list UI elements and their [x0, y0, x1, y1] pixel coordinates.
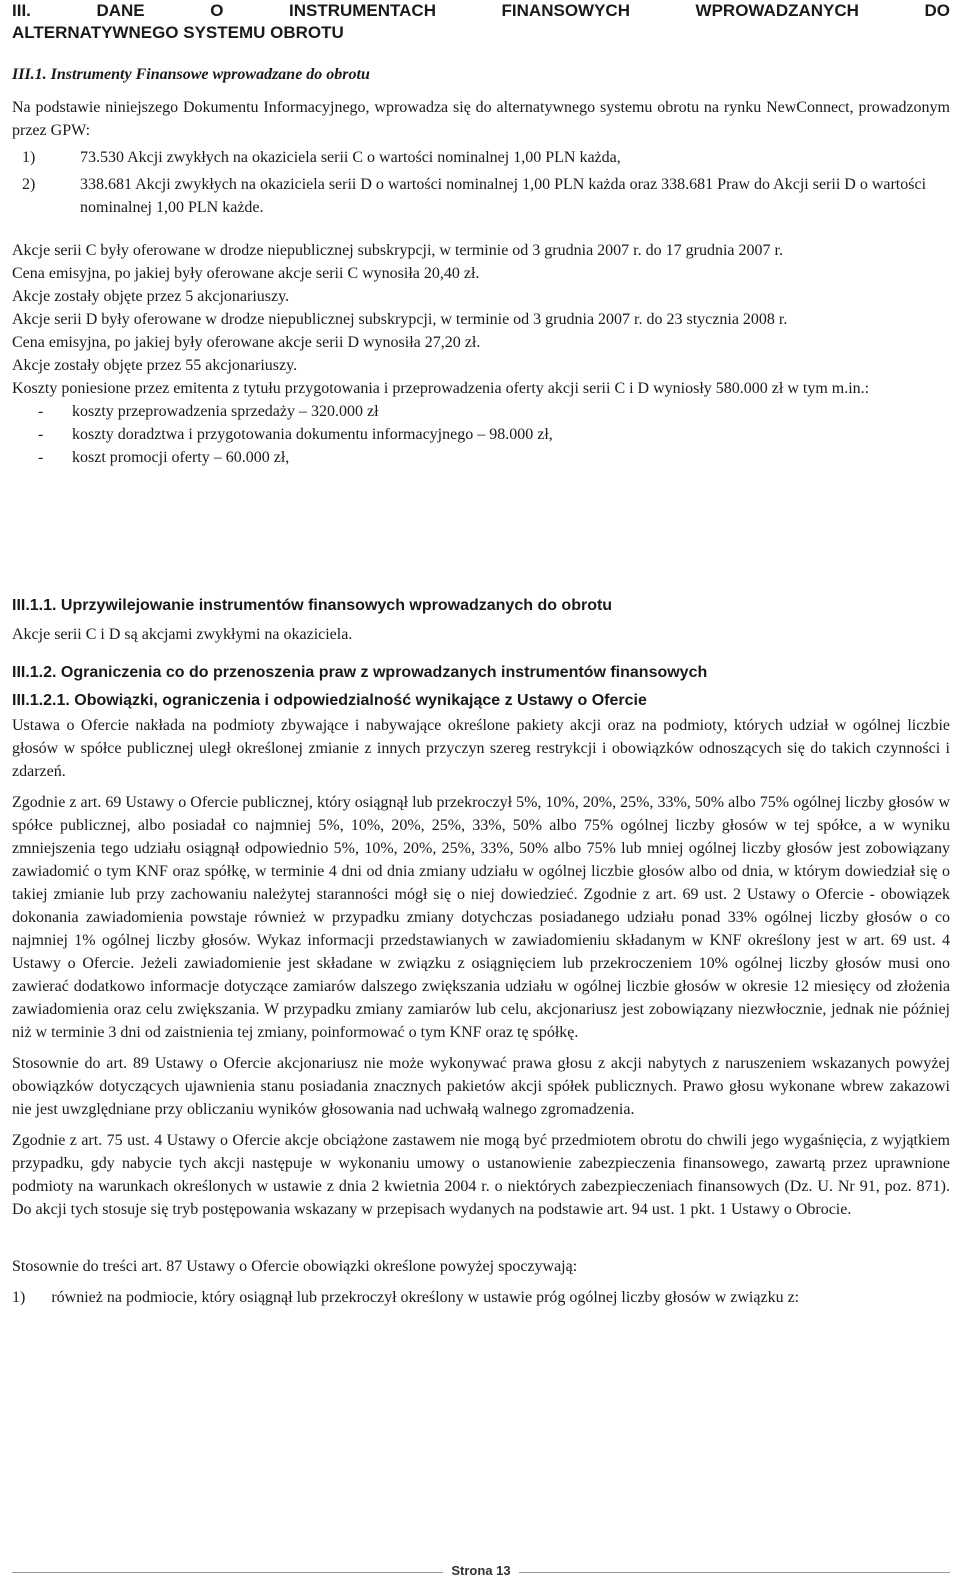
- paragraph: Akcje serii D były oferowane w drodze niepublicznej subskrypcji, w terminie od 3 grudnia 2007 r. do 23 stycznia 2008 r.: [12, 311, 788, 328]
- paragraph: Cena emisyjna, po jakiej były oferowane akcje serii C wynosiła 20,40 zł.: [12, 265, 480, 282]
- list-item: 1) również na podmiocie, który osiągnął lub przekroczył określony w ustawie próg ogólnej liczby głosów w związku z:: [12, 1289, 800, 1306]
- list-item: - koszty doradztwa i przygotowania dokumentu informacyjnego – 98.000 zł,: [38, 426, 553, 443]
- subsection-title-iii-1-2: III.1.2. Ograniczenia co do przenoszenia praw z wprowadzanych instrumentów finansowych: [12, 664, 708, 681]
- paragraph: Zgodnie z art. 69 Ustawy o Ofercie publicznej, który osiągnął lub przekroczył 5%, 10%, 20%, 25%, 33%, 50% albo 75% ogólnej liczby głosów w spółce publicznej, albo posiadał co najmniej 5%, 10%, 20%, 25%, 33%, 50% albo 75% ogólnej liczby głosów w tej spółce, a w wyniku zmniejszenia tego udziału osiągnął odpowiednio 5%, 10%, 20%, 25%, 33%, 50% albo 75% lub mniej ogólnej liczby głosów jest zobowiązany zawiadomić o tym KNF oraz spółkę, w terminie 4 dni od dnia zmiany udziału w ogólnej liczbie głosów albo od dnia, w którym dowiedział się o takiej zmianie lub przy zachowaniu należytej staranności mógł się o niej dowiedzieć. Zgodnie z art. 69 ust. 2 Ustawy o Ofercie - obowiązek dokonania zawiadomienia powstaje również w przypadku zmiany dotychczas posiadanego udziału ponad 33% ogólnej liczby głosów o co najmniej 1% ogólnej liczby głosów. Wykaz informacji przedstawianych w zawiadomieniu składanym w KNF określony jest w art. 69 ust. 4 Ustawy o Ofercie. Jeżeli zawiadomienie jest składane w związku z osiągnięciem lub przekroczeniem 10% ogólnej liczby głosów musi ono zawierać dodatkowo informacje dotyczące zamiarów dalszego zwiększania udziału w ogólnej liczbie głosów w okresie 12 miesięcy od złożenia zawiadomienia oraz celu zwiększania. W przypadku zmiany zamiarów lub celu, akcjonariusz jest zobowiązany niezwłocznie, jednak nie później niż w terminie 3 dni od zaistnienia tej zmiany, poinformować o tym KNF oraz tę spółkę.: [12, 794, 950, 1041]
- costs-list: [12, 400, 950, 469]
- section-heading-line2: ALTERNATYWNEGO SYSTEMU OBROTU: [12, 23, 344, 42]
- instruments-list: [12, 146, 950, 219]
- subsection-title-iii-1: III.1. Instrumenty Finansowe wprowadzane do obrotu: [12, 66, 370, 83]
- list-item: - koszt promocji oferty – 60.000 zł,: [38, 449, 290, 466]
- paragraph: Akcje zostały objęte przez 5 akcjonariuszy.: [12, 288, 290, 305]
- obligations-list: [12, 1286, 950, 1309]
- paragraph: Akcje serii C i D są akcjami zwykłymi na okaziciela.: [12, 626, 353, 643]
- intro-paragraph: Na podstawie niniejszego Dokumentu Informacyjnego, wprowadza się do alternatywnego systemu obrotu na rynku NewConnect, prowadzonym przez GPW:: [12, 99, 950, 139]
- list-item: 1) 73.530 Akcji zwykłych na okaziciela serii C o wartości nominalnej 1,00 PLN każda,: [22, 149, 621, 166]
- page-number: Strona 13: [443, 1563, 518, 1578]
- paragraph: Zgodnie z art. 75 ust. 4 Ustawy o Ofercie akcje obciążone zastawem nie mogą być przedmiotem obrotu do chwili jego wygaśnięcia, z wyjątkiem przypadku, gdy nabycie tych akcji następuje w wykonaniu umowy o ustanowienie zabezpieczenia finansowego, zawartą przez uprawnione podmioty na warunkach określonych w ustawie z dnia 2 kwietnia 2004 r. o niektórych zabezpieczeniach finansowych (Dz. U. Nr 91, poz. 871). Do akcji tych stosuje się tryb postępowania wskazany w przepisach wydanych na podstawie art. 94 ust. 1 pkt. 1 Ustawy o Obrocie.: [12, 1132, 950, 1218]
- document-page: [12, 0, 950, 1309]
- paragraph: Stosownie do art. 89 Ustawy o Ofercie akcjonariusz nie może wykonywać prawa głosu z akcji nabytych z naruszeniem wskazanych powyżej obowiązków dotyczących ujawnienia stanu posiadania znacznych pakietów akcji spółek publicznych. Prawo głosu wykonane wbrew zakazowi nie jest uwzględniane przy obliczaniu wyników głosowania nad uchwałą walnego zgromadzenia.: [12, 1055, 950, 1118]
- paragraph: Koszty poniesione przez emitenta z tytułu przygotowania i przeprowadzenia oferty akcji serii C i D wyniosły 580.000 zł w tym m.in.:: [12, 380, 870, 397]
- section-heading-line1: III. DANE O INSTRUMENTACH FINANSOWYCH WPROWADZANYCH DO: [12, 1, 950, 20]
- paragraph: Ustawa o Ofercie nakłada na podmioty zbywające i nabywające określone pakiety akcji oraz na podmioty, których udział w ogólnej liczbie głosów w spółce publicznej uległ określonej zmianie z innych przyczyn szereg restrykcji i obowiązków odnoszących się do takich czynności i zdarzeń.: [12, 717, 950, 780]
- paragraph: Cena emisyjna, po jakiej były oferowane akcje serii D wynosiła 27,20 zł.: [12, 334, 481, 351]
- list-item: 2) 338.681 Akcji zwykłych na okaziciela serii D o wartości nominalnej 1,00 PLN każda oraz 338.681 Praw do Akcji serii D o wartości nominalnej 1,00 PLN każde.: [22, 176, 927, 216]
- subsection-title-iii-1-1: III.1.1. Uprzywilejowanie instrumentów finansowych wprowadzanych do obrotu: [12, 597, 613, 614]
- paragraph: Akcje serii C były oferowane w drodze niepublicznej subskrypcji, w terminie od 3 grudnia 2007 r. do 17 grudnia 2007 r.: [12, 242, 783, 259]
- subsection-title-iii-1-2-1: III.1.2.1. Obowiązki, ograniczenia i odpowiedzialność wynikające z Ustawy o Ofercie: [12, 692, 647, 709]
- paragraph: Stosownie do treści art. 87 Ustawy o Ofercie obowiązki określone powyżej spoczywają:: [12, 1258, 578, 1275]
- list-item: - koszty przeprowadzenia sprzedaży – 320.000 zł: [38, 403, 379, 420]
- page-footer: [12, 1562, 950, 1580]
- paragraph: Akcje zostały objęte przez 55 akcjonariuszy.: [12, 357, 298, 374]
- section-heading: [12, 0, 950, 44]
